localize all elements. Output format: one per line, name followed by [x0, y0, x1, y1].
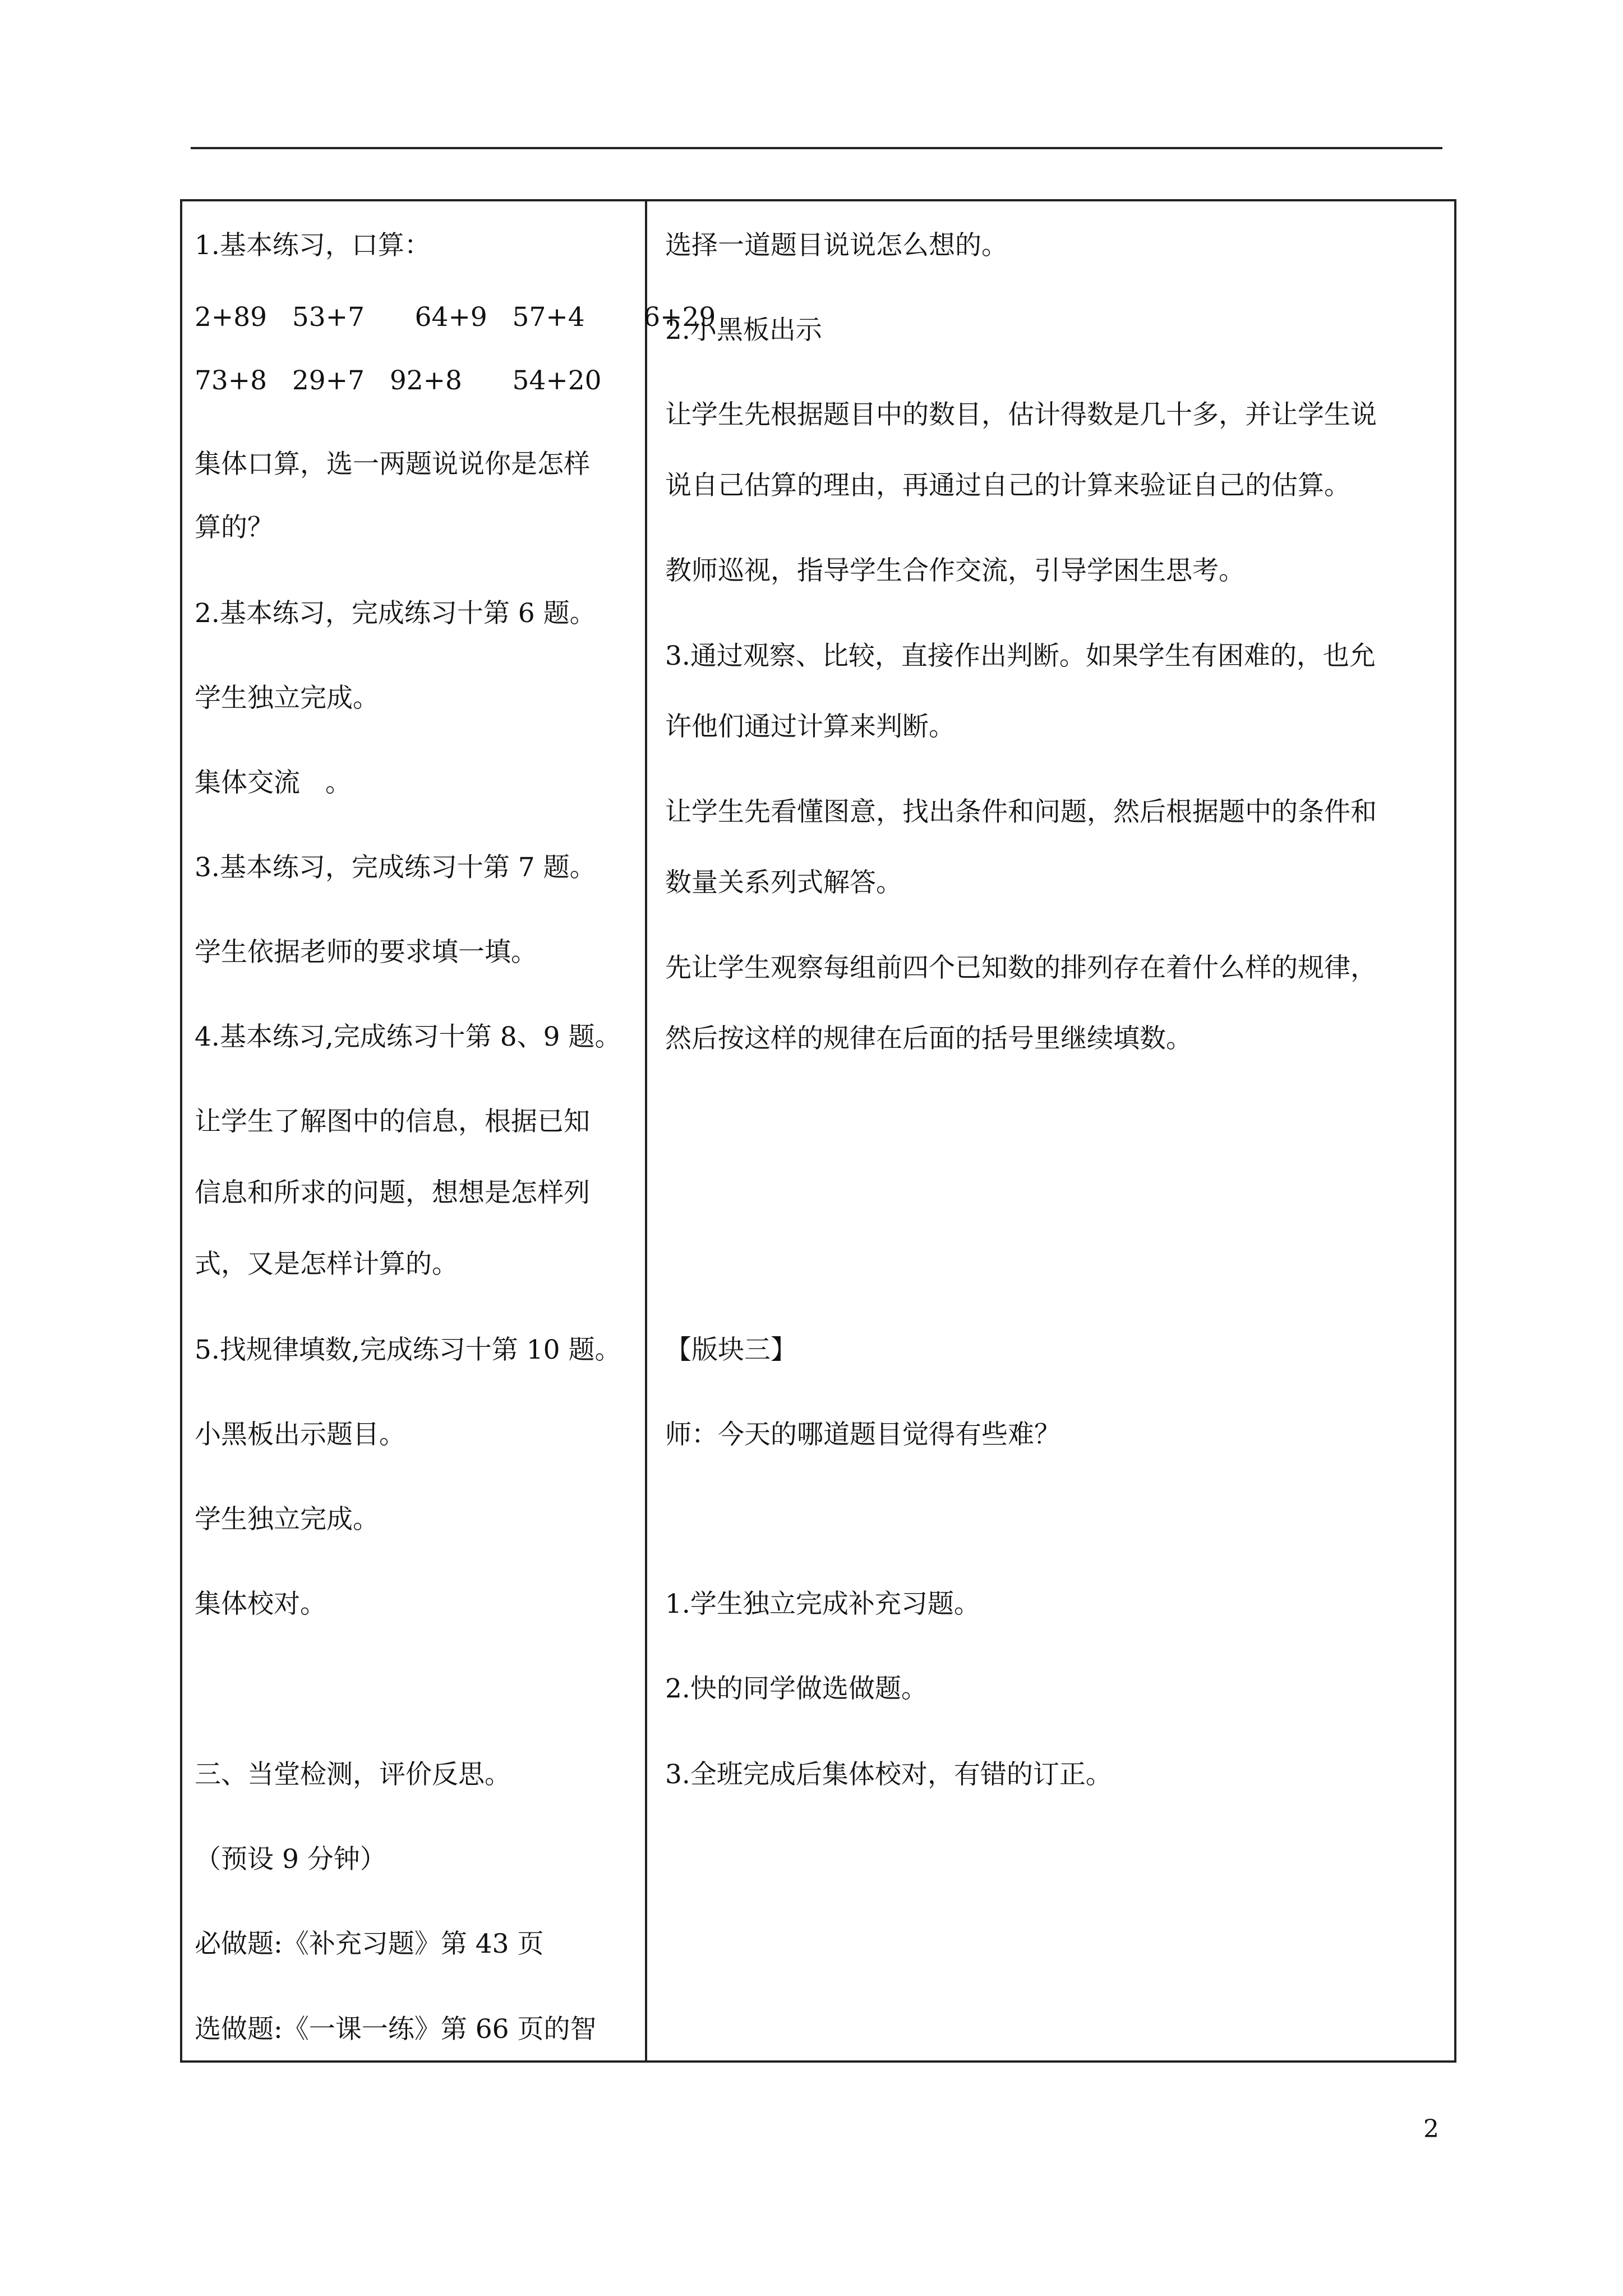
line: 师：今天的哪道题目觉得有些难？ [665, 1419, 1061, 1450]
line: 2.基本练习，完成练习十第 6 题。 [195, 598, 596, 629]
line: 集体交流 。 [195, 767, 352, 798]
line: 信息和所求的问题，想想是怎样列 [195, 1177, 590, 1208]
line: 让学生了解图中的信息，根据已知 [195, 1106, 590, 1137]
line: 3.全班完成后集体校对，有错的订正。 [665, 1759, 1112, 1790]
line: 许他们通过计算来判断。 [665, 711, 955, 742]
line: 选择一道题目说说怎么想的。 [665, 230, 1008, 261]
line: 学生独立完成。 [195, 683, 379, 714]
line: 式，又是怎样计算的。 [195, 1249, 458, 1280]
line: 数量关系列式解答。 [665, 867, 902, 898]
line: 说自己估算的理由，再通过自己的计算来验证自己的估算。 [665, 470, 1350, 501]
line: 2.快的同学做选做题。 [665, 1673, 928, 1704]
line: 教师巡视，指导学生合作交流，引导学困生思考。 [665, 555, 1245, 586]
line: 小黑板出示题目。 [195, 1419, 405, 1450]
line: 学生依据老师的要求填一填。 [195, 937, 537, 968]
line: 选做题:《一课一练》第 66 页的智 [195, 2014, 597, 2045]
line: 让学生先根据题目中的数目，估计得数是几十多，并让学生说 [665, 399, 1377, 430]
line: 3.通过观察、比较，直接作出判断。如果学生有困难的，也允 [665, 641, 1376, 671]
page-number: 2 [1423, 2115, 1439, 2143]
line: （预设 9 分钟） [195, 1844, 386, 1875]
left-column [195, 199, 716, 2045]
header-rule [191, 147, 1442, 149]
right-column [665, 199, 1445, 1790]
line: 学生独立完成。 [195, 1504, 379, 1535]
section-heading: 【版块三】 [665, 1335, 797, 1365]
line: 2.小黑板出示 [665, 315, 822, 346]
line: 1.基本练习，口算： [195, 230, 431, 261]
line: 然后按这样的规律在后面的括号里继续填数。 [665, 1023, 1192, 1054]
column-divider [645, 199, 647, 2063]
line: 73+8 29+7 92+8 54+20 [195, 365, 602, 396]
line: 先让学生观察每组前四个已知数的排列存在着什么样的规律， [665, 953, 1377, 983]
line: 5.找规律填数,完成练习十第 10 题。 [195, 1335, 621, 1365]
line: 4.基本练习,完成练习十第 8、9 题。 [195, 1022, 621, 1052]
line: 让学生先看懂图意，找出条件和问题，然后根据题中的条件和 [665, 797, 1377, 827]
line: 集体口算，选一两题说说你是怎样 [195, 449, 590, 480]
line: 三、当堂检测，评价反思。 [195, 1759, 511, 1790]
line: 集体校对。 [195, 1589, 326, 1619]
line: 算的？ [195, 512, 274, 543]
line: 3.基本练习，完成练习十第 7 题。 [195, 852, 596, 883]
line: 2+89 53+7 64+9 57+4 6+29 [195, 302, 716, 333]
line: 必做题:《补充习题》第 43 页 [195, 1929, 544, 1959]
line: 1.学生独立完成补充习题。 [665, 1589, 980, 1619]
